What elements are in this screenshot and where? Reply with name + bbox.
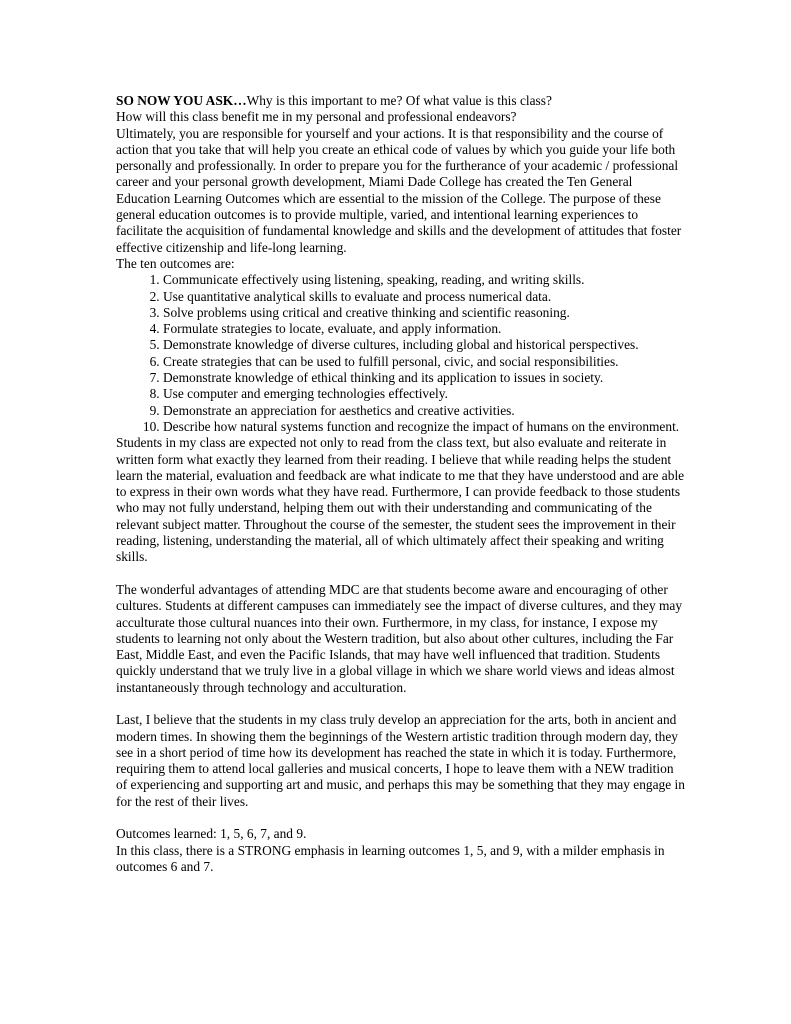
intro-question-line [116, 93, 686, 109]
outcome-item: 8. Use computer and emerging technologies effectively. [163, 386, 686, 402]
outcome-item: 6. Create strategies that can be used to fulfill personal, civic, and social responsibilities. [163, 354, 686, 370]
outcomes-learned-line: Outcomes learned: 1, 5, 6, 7, and 9. [116, 826, 307, 842]
outcome-item: 7. Demonstrate knowledge of ethical thinking and its application to issues in society. [163, 370, 686, 386]
paragraph-spacer [116, 810, 686, 826]
outcomes-list-intro: The ten outcomes are: [116, 255, 235, 271]
emphasis-paragraph: In this class, there is a STRONG emphasis in learning outcomes 1, 5, and 9, with a milder emphasis in outcomes 6 and 7. [116, 842, 665, 874]
paragraph-spacer [116, 696, 686, 712]
document-page [116, 93, 686, 875]
intro-paragraph: Ultimately, you are responsible for yourself and your actions. It is that responsibility and the course of action that you take that will help you create an ethical code of values by which you guide your life both personally and professionally. In order to prepare you for the furtherance of your academic / professional career and your personal growth development, Miami Dade College has created the Ten General Education Learning Outcomes which are essential to the mission of the College. The purpose of these general education outcomes is to provide multiple, varied, and intentional learning experiences to facilitate the acquisition of fundamental knowledge and skills and the development of attitudes that foster effective citizenship and life-long learning. [116, 125, 682, 255]
outcome-item: 10. Describe how natural systems function and recognize the impact of humans on the environment. [163, 419, 686, 435]
outcomes-list [116, 272, 686, 435]
paragraph-spacer [116, 566, 686, 582]
outcome-item: 9. Demonstrate an appreciation for aesthetics and creative activities. [163, 403, 686, 419]
outcome-item: 4. Formulate strategies to locate, evaluate, and apply information. [163, 321, 686, 337]
outcome-item: 1. Communicate effectively using listening, speaking, reading, and writing skills. [163, 272, 686, 288]
outcome-item: 5. Demonstrate knowledge of diverse cultures, including global and historical perspectives. [163, 337, 686, 353]
students-paragraph: Students in my class are expected not only to read from the class text, but also evaluate and reiterate in written form what exactly they learned from their reading. I believe that while reading helps the student learn the material, evaluation and feedback are what indicate to me that they have understood and are able to express in their own words what they have read. Furthermore, I can provide feedback to those students who may not fully understand, helping them out with their understanding and communicating of the relevant subject matter. Throughout the course of the semester, the student sees the improvement in their reading, listening, understanding the material, all of which ultimately affect their speaking and writing skills. [116, 435, 685, 565]
section-heading: SO NOW YOU ASK… [116, 93, 247, 108]
mdc-paragraph: The wonderful advantages of attending MDC are that students become aware and encouraging of other cultures. Students at different campuses can immediately see the impact of diverse cultures, and they may acculturate those cultural nuances into their own. Furthermore, in my class, for instance, I expose my students to learning not only about the Western tradition, but also about other cultures, including the Far East, Middle East, and even the Pacific Islands, that may have well influenced that tradition. Students quickly understand that we truly live in a global village in which we share world views and ideas almost instantaneously through technology and acculturation. [116, 581, 683, 695]
outcome-item: 3. Solve problems using critical and creative thinking and scientific reasoning. [163, 305, 686, 321]
outcome-item: 2. Use quantitative analytical skills to evaluate and process numerical data. [163, 289, 686, 305]
intro-question-text: Why is this important to me? Of what value is this class? [246, 93, 552, 108]
intro-question-line-2: How will this class benefit me in my personal and professional endeavors? [116, 109, 517, 125]
arts-paragraph: Last, I believe that the students in my class truly develop an appreciation for the arts, both in ancient and modern times. In showing them the beginnings of the Western artistic tradition through modern day, they see in a short period of time how its development has reached the state in which it is today. Furthermore, requiring them to attend local galleries and musical concerts, I hope to leave them with a NEW tradition of experiencing and supporting art and music, and perhaps this may be something that they may engage in for the rest of their lives. [116, 712, 685, 809]
